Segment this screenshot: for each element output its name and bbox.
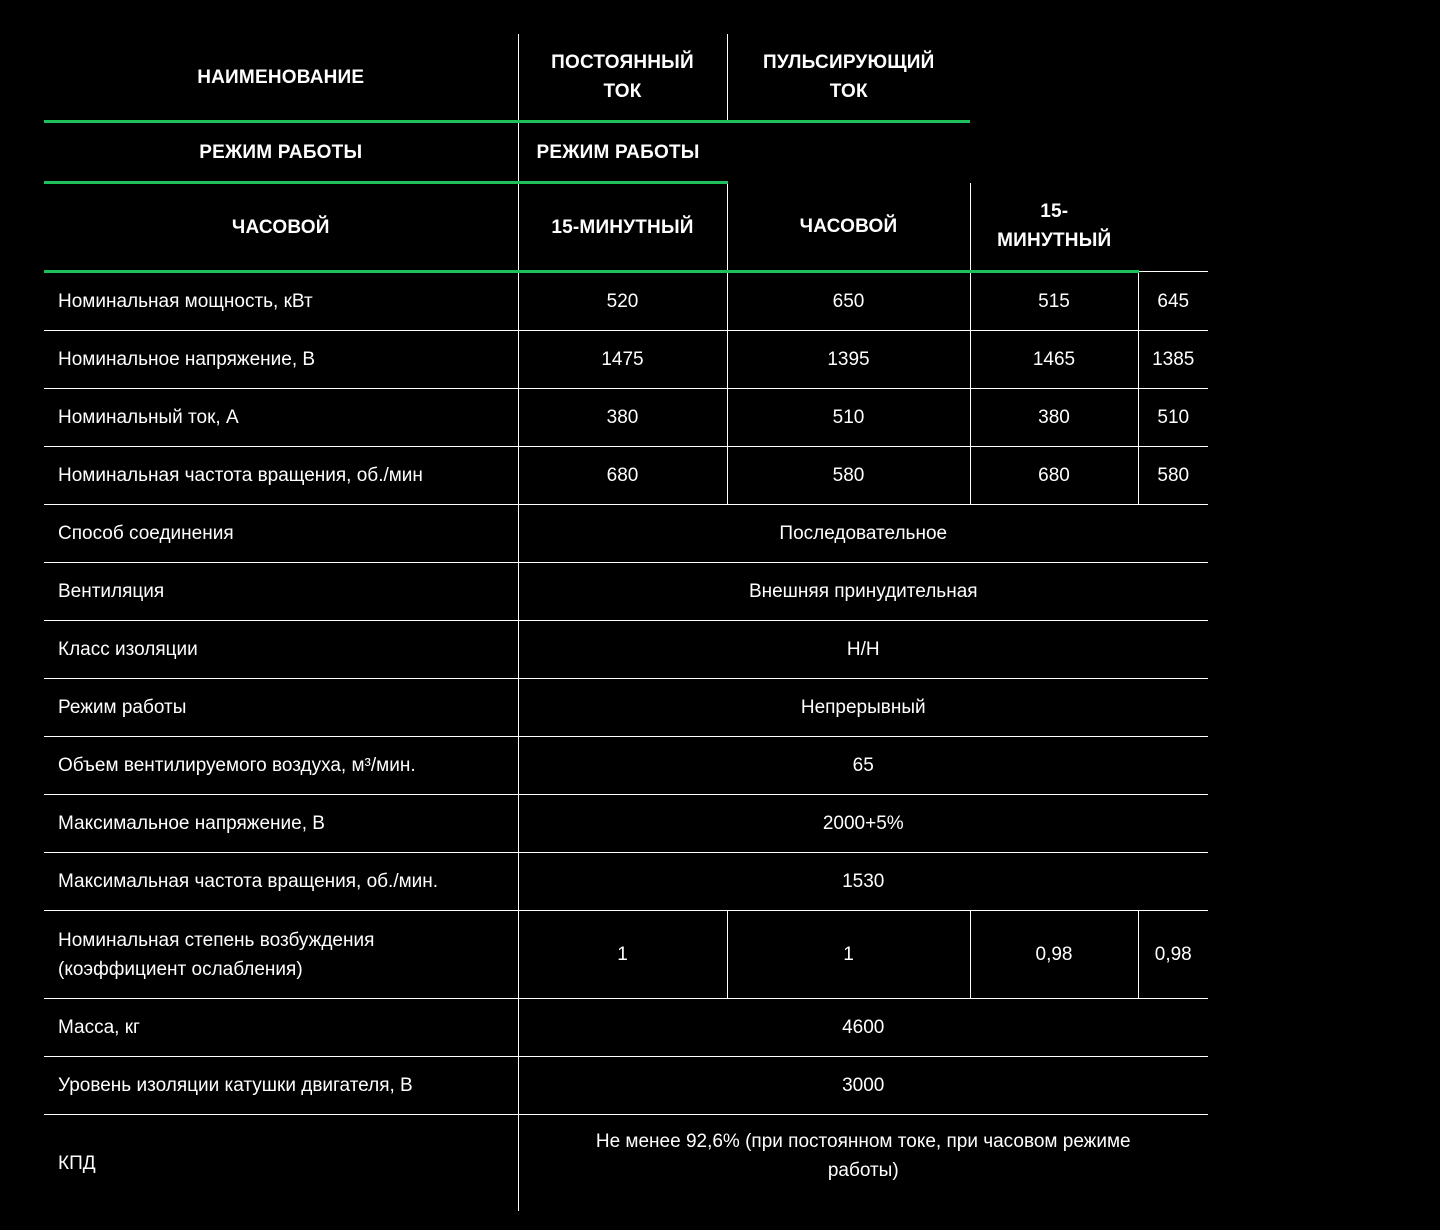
row-label: Режим работы bbox=[44, 679, 518, 737]
table-row bbox=[44, 447, 1208, 505]
header-15min-a: 15-МИНУТНЫЙ bbox=[518, 183, 727, 272]
row-label: Максимальное напряжение, В bbox=[44, 795, 518, 853]
table-row bbox=[44, 272, 1208, 331]
cell-value: 520 bbox=[518, 272, 727, 331]
table-row bbox=[44, 795, 1208, 853]
table-row bbox=[44, 679, 1208, 737]
header-mode-left: РЕЖИМ РАБОТЫ bbox=[44, 122, 518, 183]
cell-value: 0,98 bbox=[970, 911, 1138, 999]
header-row-duration bbox=[44, 183, 1208, 272]
cell-value: Внешняя принудительная bbox=[518, 563, 1208, 621]
table-row bbox=[44, 505, 1208, 563]
cell-value: 680 bbox=[518, 447, 727, 505]
row-label: Номинальная мощность, кВт bbox=[44, 272, 518, 331]
cell-value: 380 bbox=[970, 389, 1138, 447]
table-row bbox=[44, 389, 1208, 447]
cell-value: 3000 bbox=[518, 1057, 1208, 1115]
header-row-current-type bbox=[44, 34, 1208, 122]
row-label: Номинальное напряжение, В bbox=[44, 331, 518, 389]
cell-value: 2000+5% bbox=[518, 795, 1208, 853]
cell-value: 650 bbox=[727, 272, 970, 331]
cell-value: Последовательное bbox=[518, 505, 1208, 563]
row-label: Номинальный ток, А bbox=[44, 389, 518, 447]
cell-value: 1 bbox=[518, 911, 727, 999]
cell-value: 1465 bbox=[970, 331, 1138, 389]
cell-value: Не менее 92,6% (при постоянном токе, при часовом режиме работы) bbox=[595, 1131, 1131, 1181]
row-label: КПД bbox=[44, 1115, 518, 1212]
row-label: Вентиляция bbox=[44, 563, 518, 621]
row-label: Объем вентилируемого воздуха, м³/мин. bbox=[44, 737, 518, 795]
header-name: НАИМЕНОВАНИЕ bbox=[44, 34, 518, 122]
cell-value: 0,98 bbox=[1138, 911, 1208, 999]
cell-value: 380 bbox=[518, 389, 727, 447]
row-label: Способ соединения bbox=[44, 505, 518, 563]
table-row bbox=[44, 999, 1208, 1057]
cell-value: 1530 bbox=[518, 853, 1208, 911]
cell-value: 510 bbox=[727, 389, 970, 447]
row-label: Максимальная частота вращения, об./мин. bbox=[44, 853, 518, 911]
header-hourly-left: ЧАСОВОЙ bbox=[44, 183, 518, 272]
header-15min-b: 15- МИНУТНЫЙ bbox=[970, 183, 1138, 272]
table-row bbox=[44, 331, 1208, 389]
header-pulse-current: ПУЛЬСИРУЮЩИЙ ТОК bbox=[727, 34, 970, 122]
header-hourly-right: ЧАСОВОЙ bbox=[727, 183, 970, 272]
row-label: Уровень изоляции катушки двигателя, В bbox=[44, 1057, 518, 1115]
header-dc-current: ПОСТОЯННЫЙ ТОК bbox=[518, 34, 727, 122]
spec-table-wrapper bbox=[44, 34, 1208, 1211]
table-row bbox=[44, 1057, 1208, 1115]
row-label: Класс изоляции bbox=[44, 621, 518, 679]
table-row bbox=[44, 621, 1208, 679]
cell-value: 680 bbox=[970, 447, 1138, 505]
cell-value: Непрерывный bbox=[518, 679, 1208, 737]
table-row bbox=[44, 737, 1208, 795]
header-mode-right: РЕЖИМ РАБОТЫ bbox=[518, 122, 727, 183]
cell-value: 515 bbox=[970, 272, 1138, 331]
row-label: Номинальная частота вращения, об./мин bbox=[44, 447, 518, 505]
cell-value: 645 bbox=[1138, 272, 1208, 331]
table-row bbox=[44, 1115, 1208, 1212]
cell-value: H/H bbox=[518, 621, 1208, 679]
cell-value: 1475 bbox=[518, 331, 727, 389]
cell-value: 4600 bbox=[518, 999, 1208, 1057]
cell-value: 1385 bbox=[1138, 331, 1208, 389]
cell-value: 510 bbox=[1138, 389, 1208, 447]
cell-value: 1395 bbox=[727, 331, 970, 389]
spec-table bbox=[44, 34, 1208, 1211]
row-label: Масса, кг bbox=[44, 999, 518, 1057]
table-row bbox=[44, 911, 1208, 999]
header-row-mode bbox=[44, 122, 1208, 183]
cell-value: 580 bbox=[1138, 447, 1208, 505]
table-row bbox=[44, 853, 1208, 911]
cell-value: 580 bbox=[727, 447, 970, 505]
cell-value: 65 bbox=[518, 737, 1208, 795]
cell-value: 1 bbox=[727, 911, 970, 999]
table-row bbox=[44, 563, 1208, 621]
row-label: Номинальная степень возбуждения (коэффициент ослабления) bbox=[44, 911, 518, 999]
